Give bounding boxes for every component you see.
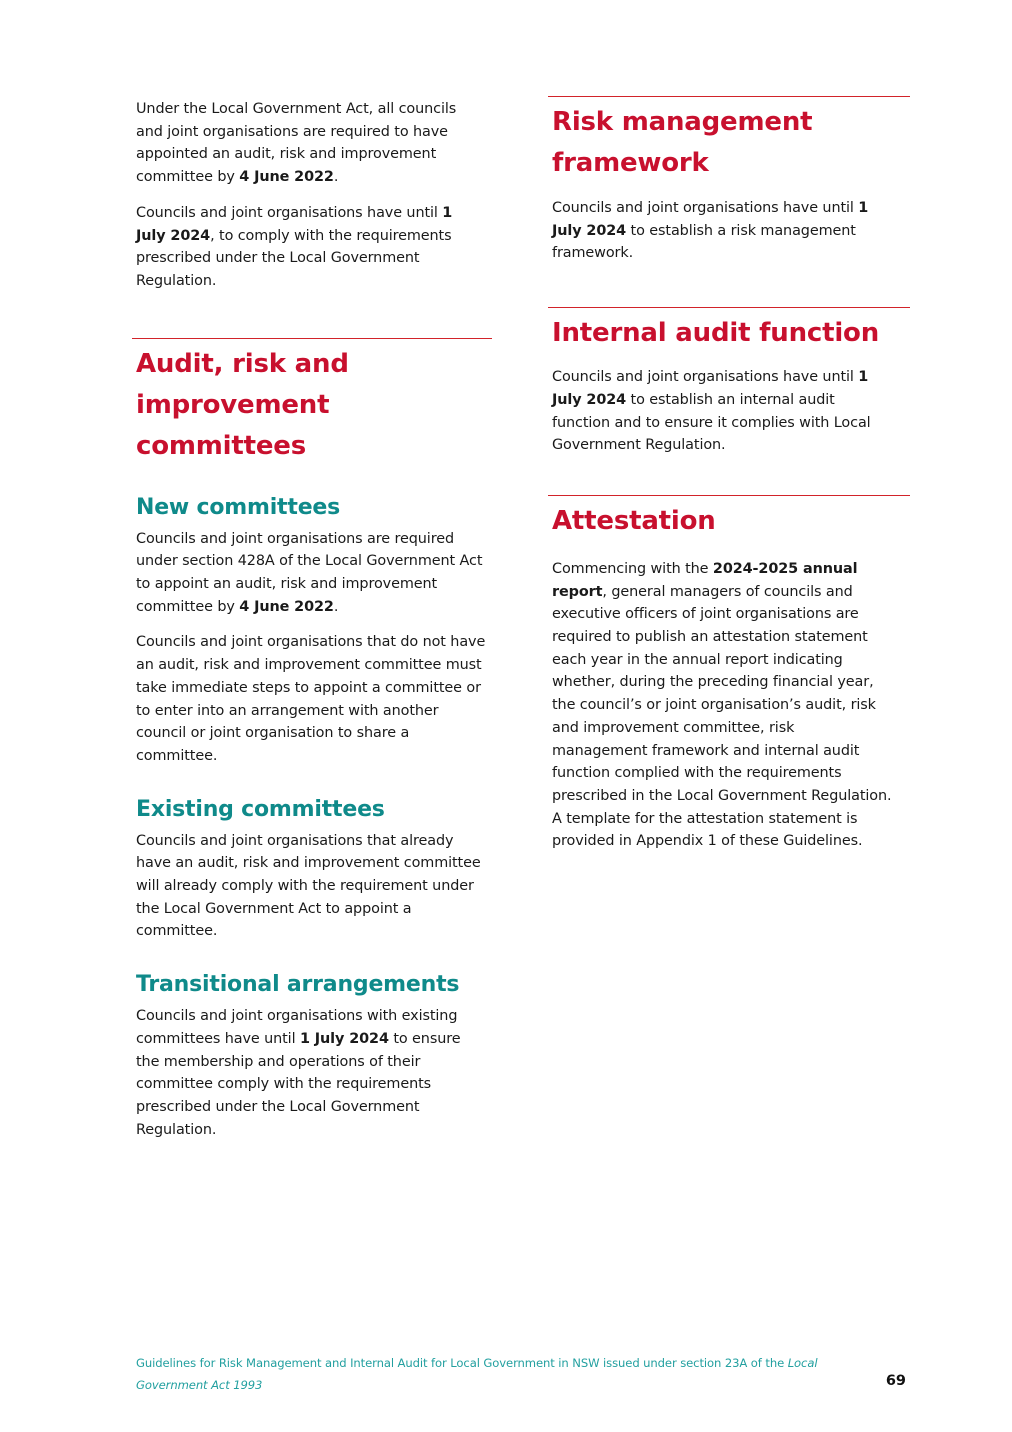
intro-paragraph-1: Under the Local Government Act, all councils and joint organisations are required to have appointed an audit, risk and improvement committee by 4 June 2022. [136,101,457,186]
section-divider [548,307,910,308]
left-column [136,98,486,1154]
footer-text: Guidelines for Risk Management and Internal Audit for Local Government in NSW issued under section 23A of the [136,1356,788,1370]
new-committees-paragraph-1: Councils and joint organisations are required under section 428A of the Local Government Act to appoint an audit, risk and improvement committee by 4 June 2022. [136,530,483,615]
page-number: 69 [885,1373,906,1389]
footer-act-title: Local Government Act 1993 [136,1356,818,1392]
risk-management-paragraph: Councils and joint organisations have until 1 July 2024 to establish a risk management framework. [552,200,869,262]
intro-paragraph-2: Councils and joint organisations have until 1 July 2024, to comply with the requirements prescribed under the Local Government Regulation. [136,204,453,289]
section-divider [548,96,910,97]
new-committees-heading: New committees [136,494,341,520]
internal-audit-title: Internal audit function [552,318,880,349]
existing-committees-paragraph: Councils and joint organisations that already have an audit, risk and improvement committee will already comply with the requirement under the Local Government Act to appoint a committee. [136,832,481,940]
transitional-arrangements-heading: Transitional arrangements [136,972,460,998]
page-footer [136,1352,866,1396]
section-divider [132,338,492,339]
right-column [552,96,892,866]
existing-committees-heading: Existing committees [136,796,385,822]
risk-management-title: Risk management framework [552,107,813,178]
transitional-arrangements-paragraph: Councils and joint organisations with existing committees have until 1 July 2024 to ensure the membership and operations of their committee comply with the requirements prescribed under the Local Government Regulation. [136,1008,461,1138]
internal-audit-paragraph: Councils and joint organisations have until 1 July 2024 to establish an internal audit function and to ensure it complies with Local Government Regulation. [552,369,871,454]
attestation-paragraph: Commencing with the 2024-2025 annual report, general managers of councils and executive officers of joint organisations are required to publish an attestation statement each year in the annual report indicating whether, during the preceding financial year, the council’s or joint organisation’s audit, risk and improvement committee, risk management framework and internal audit function complied with the requirements prescribed in the Local Government Regulation. A template for the attestation statement is provided in Appendix 1 of these Guidelines. [552,560,892,850]
section-divider [548,495,910,496]
attestation-title: Attestation [552,505,716,536]
new-committees-paragraph-2: Councils and joint organisations that do not have an audit, risk and improvement committee must take immediate steps to appoint a committee or to enter into an arrangement with another council or joint organisation to share a committee. [136,634,486,764]
aric-section-title: Audit, risk and improvement committees [136,348,349,461]
